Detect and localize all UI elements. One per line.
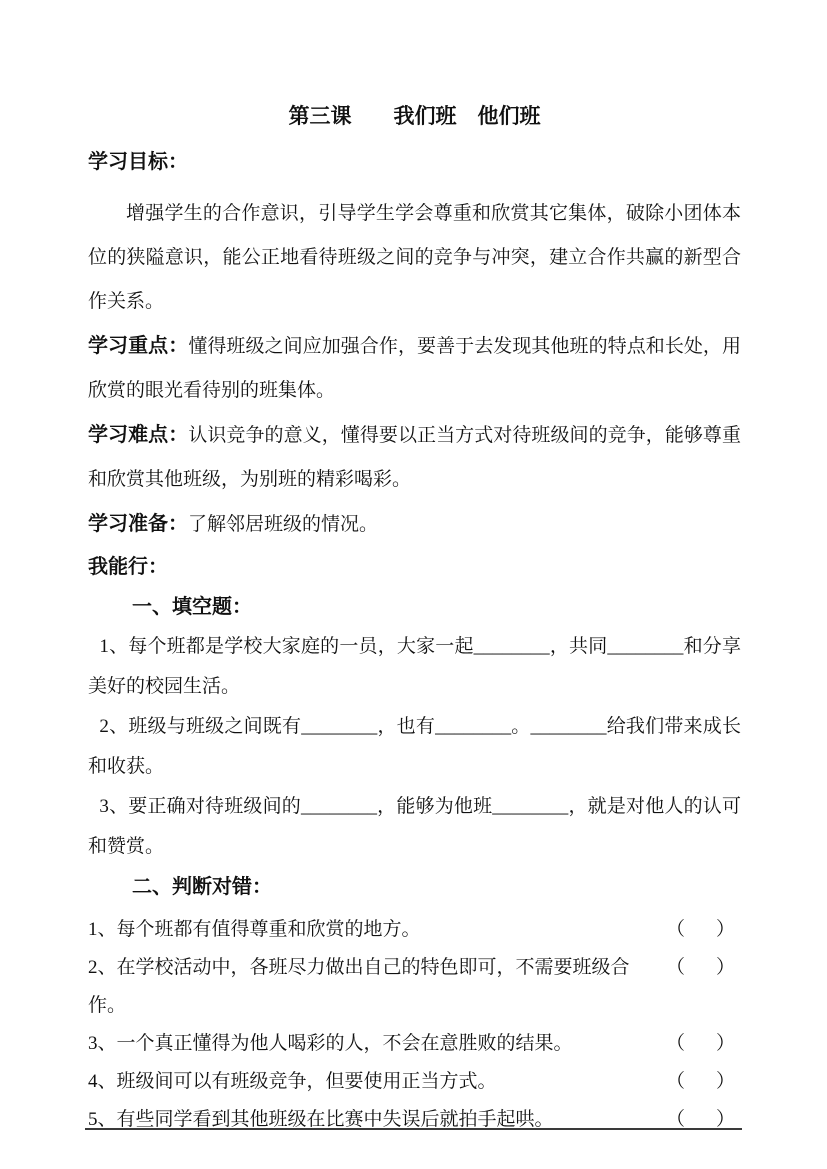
preparation-body: 了解邻居班级的情况。 (188, 514, 379, 535)
difficult-point-label: 学习难点： (88, 424, 189, 446)
preparation-label: 学习准备： (88, 513, 188, 535)
judge-question-row (88, 1063, 741, 1101)
judge-question-5: 5、有些同学看到其他班级在比赛中失误后就拍手起哄。 (88, 1109, 554, 1130)
i-can-heading: 我能行： (88, 556, 168, 578)
fill-question-1: 1、每个班都是学校大家庭的一员，大家一起________，共同________和分享美好的校园生活。 (88, 636, 741, 697)
judge-question-3: 3、一个真正懂得为他人喝彩的人，不会在意胜败的结果。 (88, 1033, 573, 1054)
page-title: 第三课 我们班 他们班 (288, 104, 541, 128)
footer-divider-line (85, 1128, 742, 1130)
objectives-heading: 学习目标： (88, 151, 188, 173)
fill-in-section-heading: 一、填空题： (132, 596, 252, 618)
objectives-paragraph (88, 192, 741, 324)
key-point-body: 懂得班级之间应加强合作，要善于去发现其他班的特点和长处，用欣赏的眼光看待别的班集体。 (88, 336, 741, 401)
answer-parentheses: （ ） (665, 1071, 741, 1092)
answer-parentheses: （ ） (665, 1109, 741, 1130)
answer-parentheses: （ ） (665, 919, 741, 940)
difficult-point-body: 认识竞争的意义，懂得要以正当方式对待班级间的竞争，能够尊重和欣赏其他班级，为别班的精彩喝彩。 (88, 425, 741, 490)
answer-parentheses: （ ） (665, 1033, 741, 1054)
judge-question-row (88, 911, 741, 949)
judge-question-4: 4、班级间可以有班级竞争，但要使用正当方式。 (88, 1071, 497, 1092)
judge-question-list (88, 911, 741, 1139)
judge-question-row (88, 1101, 741, 1139)
answer-parentheses: （ ） (665, 957, 741, 978)
key-point-label: 学习重点： (88, 335, 189, 357)
judge-question-1: 1、每个班都有值得尊重和欣赏的地方。 (88, 919, 421, 940)
judge-question-row (88, 949, 741, 1025)
preparation-paragraph (88, 502, 741, 547)
judge-question-row (88, 1025, 741, 1063)
key-point-paragraph (88, 324, 741, 413)
fill-question-2: 2、班级与班级之间既有________，也有________。________给我们带来成长和收获。 (88, 716, 741, 777)
judge-question-2: 2、在学校活动中，各班尽力做出自己的特色即可，不需要班级合作。 (88, 957, 630, 1016)
difficult-point-paragraph (88, 413, 741, 502)
fill-question-3: 3、要正确对待班级间的________，能够为他班________，就是对他人的认可和赞赏。 (88, 796, 741, 857)
judge-section-heading: 二、判断对错： (132, 876, 272, 898)
objectives-body: 增强学生的合作意识，引导学生学会尊重和欣赏其它集体，破除小团体本位的狭隘意识，能公正地看待班级之间的竞争与冲突，建立合作共赢的新型合作关系。 (88, 203, 741, 312)
